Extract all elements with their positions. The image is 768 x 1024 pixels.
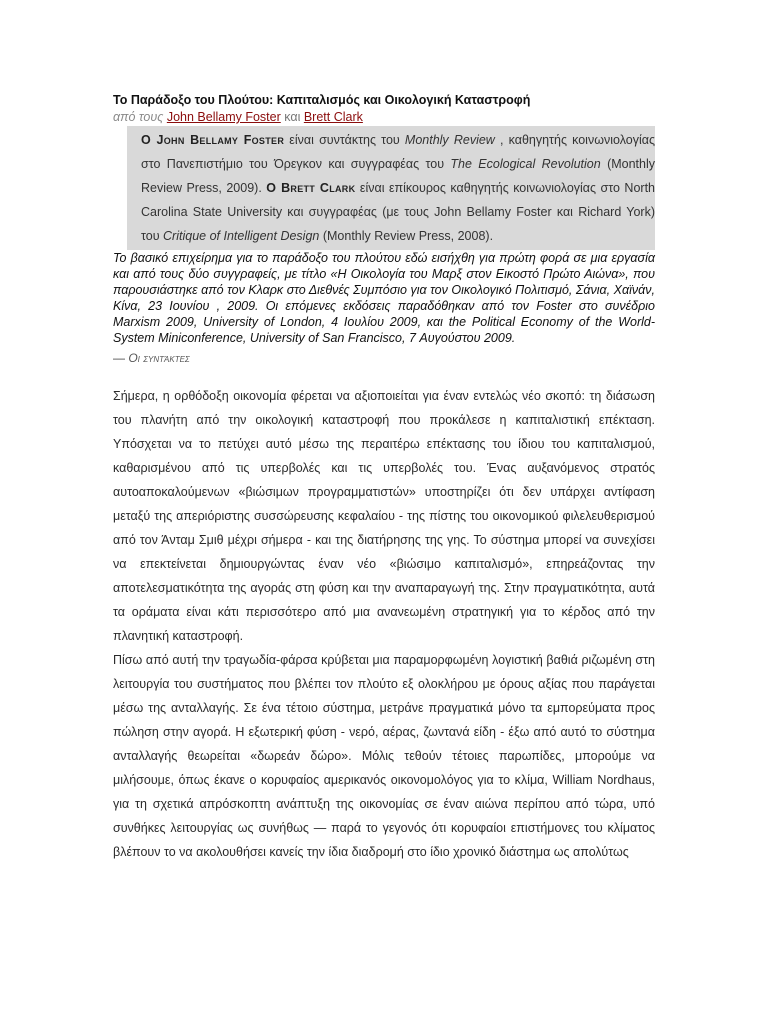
bio-text: είναι συντάκτης του [284,133,405,147]
byline [113,109,655,125]
article-body [113,384,655,864]
signature [113,350,655,366]
bio-journal-title: Monthly Review [404,133,495,147]
article-title: Το Παράδοξο του Πλούτου: Καπιταλισμός και Οικολογική Καταστροφή [113,93,531,107]
bio-text: , καθηγητής κοινωνιολογίας στο Πανεπιστήμιο του Όρεγκον και συγγραφέας του [141,133,656,171]
bio-book-title: The Ecological Revolution [450,157,601,171]
bio-text: είναι επίκουρος καθηγητής κοινωνιολογίας στο North Carolina State University και συγγραφέας (με τους John Bellamy Foster και Richard York) του [141,181,655,243]
byline-prefix: από τους [113,110,164,124]
body-paragraph: Σήμερα, η ορθόδοξη οικονομία φέρεται να αξιοποιείται για έναν εντελώς νέο σκοπό: τη διάσωση του πλανήτη από την οικολογική καταστροφή που προκάλεσε η καπιταλιστική επέκταση. Υπόσχεται να το πετύχει αυτό μέσω της περαιτέρω επέκτασης του ίδιου του καπιταλισμού, καθαρισμένου από τις υπερβολές και τις υπερβολές του. Ένας αυξανόμενος στρατός αυτοαποκαλούμενων «βιώσιμων προγραμματιστών» υποστηρίζει ότι δεν υπάρχει αντίφαση μεταξύ της απεριόριστης συσσώρευσης κεφαλαίου - της πίστης του οικονομικού φιλελευθερισμού από τον Άνταμ Σμιθ μέχρι σήμερα - και της διατήρησης της γης. Το σύστημα μπορεί να συνεχίσει να επεκτείνεται δημιουργώντας έναν νέο «βιώσιμο καπιταλισμό», επηρεάζοντας την αποτελεσματικότητα της αγοράς στη φύση και την αναπαραγωγή της. Στην πραγματικότητα, αυτά τα οράματα είναι κάτι περισσότερο από μια ανανεωμένη στρατηγική για το κέρδος από την πλανητική καταστροφή. [113,389,655,643]
author-bio-box [127,126,655,250]
author-link-foster[interactable]: John Bellamy Foster [166,110,281,124]
bio-book-title: Critique of Intelligent Design [163,229,320,243]
editor-note: Το βασικό επιχείρημα για το παράδοξο του πλούτου εδώ εισήχθη για πρώτη φορά σε μια εργασία και από τους δύο συγγραφείς, με τίτλο «Η Οικολογία του Μαρξ στον Εικοστό Πρώτο Αιώνα», που παρουσιάστηκε από τον Κλαρκ στο Διεθνές Συμπόσιο για τον Οικολογικό Πολιτισμό, Σάνια, Χαϊνάν, Κίνα, 23 Ιουνίου , 2009. Οι επόμενες εκδόσεις παραδόθηκαν από τον Foster στο συνέδριο Marxism 2009, University of London, 4 Ιουλίου 2009, και the Political Economy of the World-System Miniconference, University of San Francisco, 7 Αυγούστου 2009. [113,251,655,345]
bio-text: (Monthly Review Press, 2008). [319,229,494,243]
bio-text: (Monthly Review Press, 2009). [141,157,656,195]
bio-name-clark: Ο Brett Clark [266,181,356,195]
byline-conjunction: και [284,110,301,124]
signature-dash: — [113,351,129,365]
article-page [113,92,655,864]
body-paragraph: Πίσω από αυτή την τραγωδία-φάρσα κρύβεται μια παραμορφωμένη λογιστική βαθιά ριζωμένη στη λειτουργία του συστήματος που βλέπει τον πλούτο εξ ολοκλήρου με όρους αξίας που παράγεται μέσω της ανταλλαγής. Σε ένα τέτοιο σύστημα, μετράνε πραγματικά μόνο τα εμπορεύματα προς πώληση στην αγορά. Η εξωτερική φύση - νερό, αέρας, ζωντανά είδη - έξω από αυτό το σύστημα ανταλλαγής θεωρείται «δωρεάν δώρο». Μόλις τεθούν τέτοιες παρωπίδες, μπορούμε να μιλήσουμε, όπως έκανε ο κορυφαίος αμερικανός οικονομολόγος για το κλίμα, William Nordhaus, για τη σχετικά απρόσκοπτη ανάπτυξη της οικονομίας σε έναν αιώνα περίπου από τώρα, υπό συνθήκες λειτουργίας ως συνήθως — παρά το γεγονός ότι κορυφαίοι επιστήμονες του κλίματος βλέπουν το να ακολουθήσει κανείς την ίδια διαδρομή στο ίδιο χρονικό διάστημα ως απολύτως [113,653,655,859]
author-link-clark[interactable]: Brett Clark [303,110,363,124]
bio-name-foster: Ο John Bellamy Foster [141,133,285,147]
signature-label: Οι συντάκτες [128,351,190,365]
